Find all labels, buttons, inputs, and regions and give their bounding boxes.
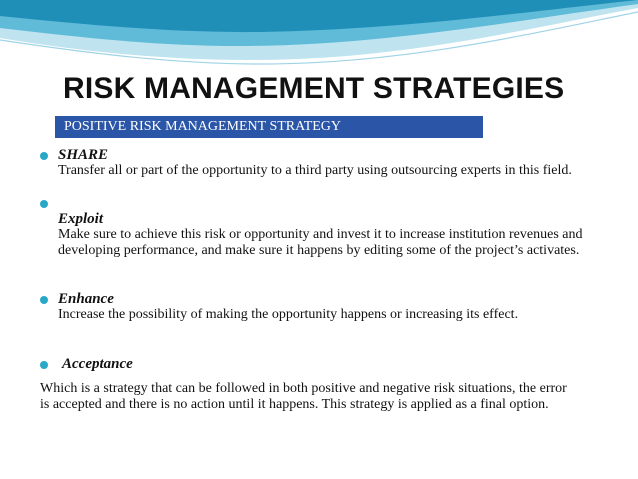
slide-title: RISK MANAGEMENT STRATEGIES (63, 72, 565, 105)
bullet-text: Transfer all or part of the opportunity to a third party using outsourcing experts in this field. (58, 163, 572, 178)
bullet-dot-icon (40, 152, 48, 160)
bullet-heading: Acceptance (62, 356, 133, 372)
bullet-text: Increase the possibility of making the opportunity happens or increasing its effect. (58, 307, 519, 322)
bullet-heading: SHARE (58, 147, 109, 163)
bullet-dot-icon (40, 200, 48, 208)
acceptance-description: Which is a strategy that can be followed in both positive and negative risk situations, the error is accepted and there is no action until it happens. This strategy is applied as a final option. (40, 381, 567, 412)
bullet-dot-icon (40, 296, 48, 304)
bullet-dot-icon (40, 361, 48, 369)
section-banner: POSITIVE RISK MANAGEMENT STRATEGY (55, 116, 483, 138)
bullet-heading: Enhance (58, 291, 114, 307)
bullet-heading: Exploit (58, 211, 104, 227)
header-wave-decoration (0, 0, 638, 70)
bullet-text: Make sure to achieve this risk or opportunity and invest it to increase institution revenues and developing performance, and make sure it happens by editing some of the project’s activates. (58, 227, 583, 258)
